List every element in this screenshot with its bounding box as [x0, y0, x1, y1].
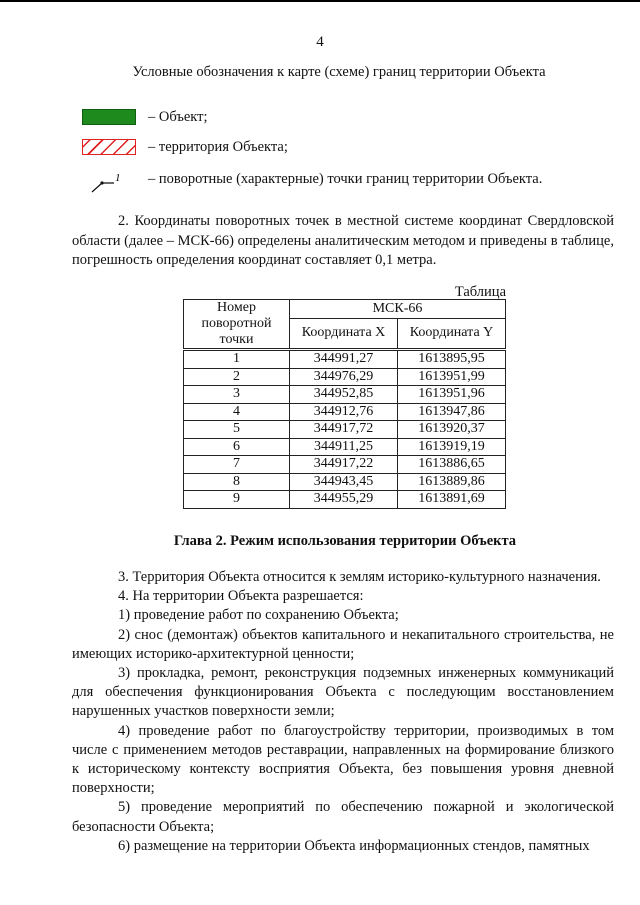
cell-y: 1613895,95 [398, 350, 506, 369]
cell-x: 344991,27 [290, 350, 398, 369]
paragraph-2: 2. Координаты поворотных точек в местной системе координат Свердловской области (далее – МСК-66) определены аналитическим методом и приведены в таблице, погрешность определения координат составляет 0,1 метра. [72, 213, 614, 268]
green-fill-symbol-icon [82, 109, 136, 125]
header-y: Координата Y [398, 318, 506, 349]
cell-x: 344917,72 [290, 421, 398, 439]
legend-label-turning-point: – поворотные (характерные) точки границ территории Объекта. [148, 170, 543, 187]
table-caption: Таблица [454, 284, 506, 300]
cell-x: 344943,45 [290, 473, 398, 491]
cell-point-number: 7 [184, 456, 290, 474]
cell-point-number: 8 [184, 473, 290, 491]
table-row [184, 350, 506, 369]
cell-x: 344976,29 [290, 368, 398, 386]
legend-item-object [82, 106, 208, 128]
cell-point-number: 9 [184, 491, 290, 509]
table-row [184, 368, 506, 386]
legend-label-object: – Объект; [148, 108, 208, 125]
table-row [184, 438, 506, 456]
cell-y: 1613886,65 [398, 456, 506, 474]
header-point-number: Номер поворотной точки [184, 300, 290, 350]
chapter-title: Глава 2. Режим использования территории Объекта [173, 533, 517, 549]
cell-x: 344911,25 [290, 438, 398, 456]
cell-point-number: 2 [184, 368, 290, 386]
body-paragraph: 3. Территория Объекта относится к землям историко-культурного назначения. [118, 569, 601, 585]
cell-y: 1613951,99 [398, 368, 506, 386]
top-border-line [0, 0, 640, 2]
legend-title: Условные обозначения к карте (схеме) границ территории Объекта [132, 64, 546, 80]
body-paragraph: 1) проведение работ по сохранению Объекта; [118, 607, 399, 624]
body-text [72, 568, 614, 856]
body-paragraph: 3) прокладка, ремонт, реконструкция подземных инженерных коммуникаций для обеспечения функционирования Объекта с последующим восстановлением нарушенных участков поверхности земли; [72, 665, 614, 720]
cell-y: 1613891,69 [398, 491, 506, 509]
cell-point-number: 5 [184, 421, 290, 439]
turning-point-label: 1 [115, 172, 121, 184]
cell-point-number: 1 [184, 350, 290, 369]
cell-y: 1613889,86 [398, 473, 506, 491]
red-hatch-symbol-icon [82, 139, 136, 155]
legend-item-turning-point [82, 168, 542, 190]
table-row [184, 386, 506, 404]
turning-point-symbol-icon [82, 171, 136, 187]
cell-x: 344955,29 [290, 491, 398, 509]
cell-point-number: 6 [184, 438, 290, 456]
cell-x: 344912,76 [290, 403, 398, 421]
table-row [184, 421, 506, 439]
page-number: 4 [316, 34, 324, 50]
legend-label-territory: – территория Объекта; [148, 138, 288, 155]
cell-y: 1613920,37 [398, 421, 506, 439]
body-paragraph: 2) снос (демонтаж) объектов капитального и некапитального строительства, не имеющих историко-архитектурной ценности; [72, 626, 614, 662]
table-row [184, 456, 506, 474]
body-paragraph: 4) проведение работ по благоустройству территории, производимых в том числе с применением методов реставрации, направленных на формирование близкого к историческому контексту восприятия Объекта, без повышения уровня дневной поверхности; [72, 722, 614, 797]
table-row [184, 491, 506, 509]
cell-x: 344917,22 [290, 456, 398, 474]
body-paragraph: 5) проведение мероприятий по обеспечению пожарной и экологической безопасности Объекта; [72, 799, 614, 835]
coordinates-table [183, 299, 506, 509]
cell-point-number: 3 [184, 386, 290, 404]
header-x: Координата X [290, 318, 398, 349]
cell-y: 1613919,19 [398, 438, 506, 456]
table-row [184, 403, 506, 421]
cell-y: 1613947,86 [398, 403, 506, 421]
cell-y: 1613951,96 [398, 386, 506, 404]
body-paragraph: 4. На территории Объекта разрешается: [118, 588, 364, 605]
header-system: МСК-66 [290, 300, 506, 319]
body-paragraph: 6) размещение на территории Объекта информационных стендов, памятных [118, 837, 590, 854]
cell-x: 344952,85 [290, 386, 398, 404]
legend-item-territory [82, 136, 288, 158]
cell-point-number: 4 [184, 403, 290, 421]
table-row [184, 473, 506, 491]
